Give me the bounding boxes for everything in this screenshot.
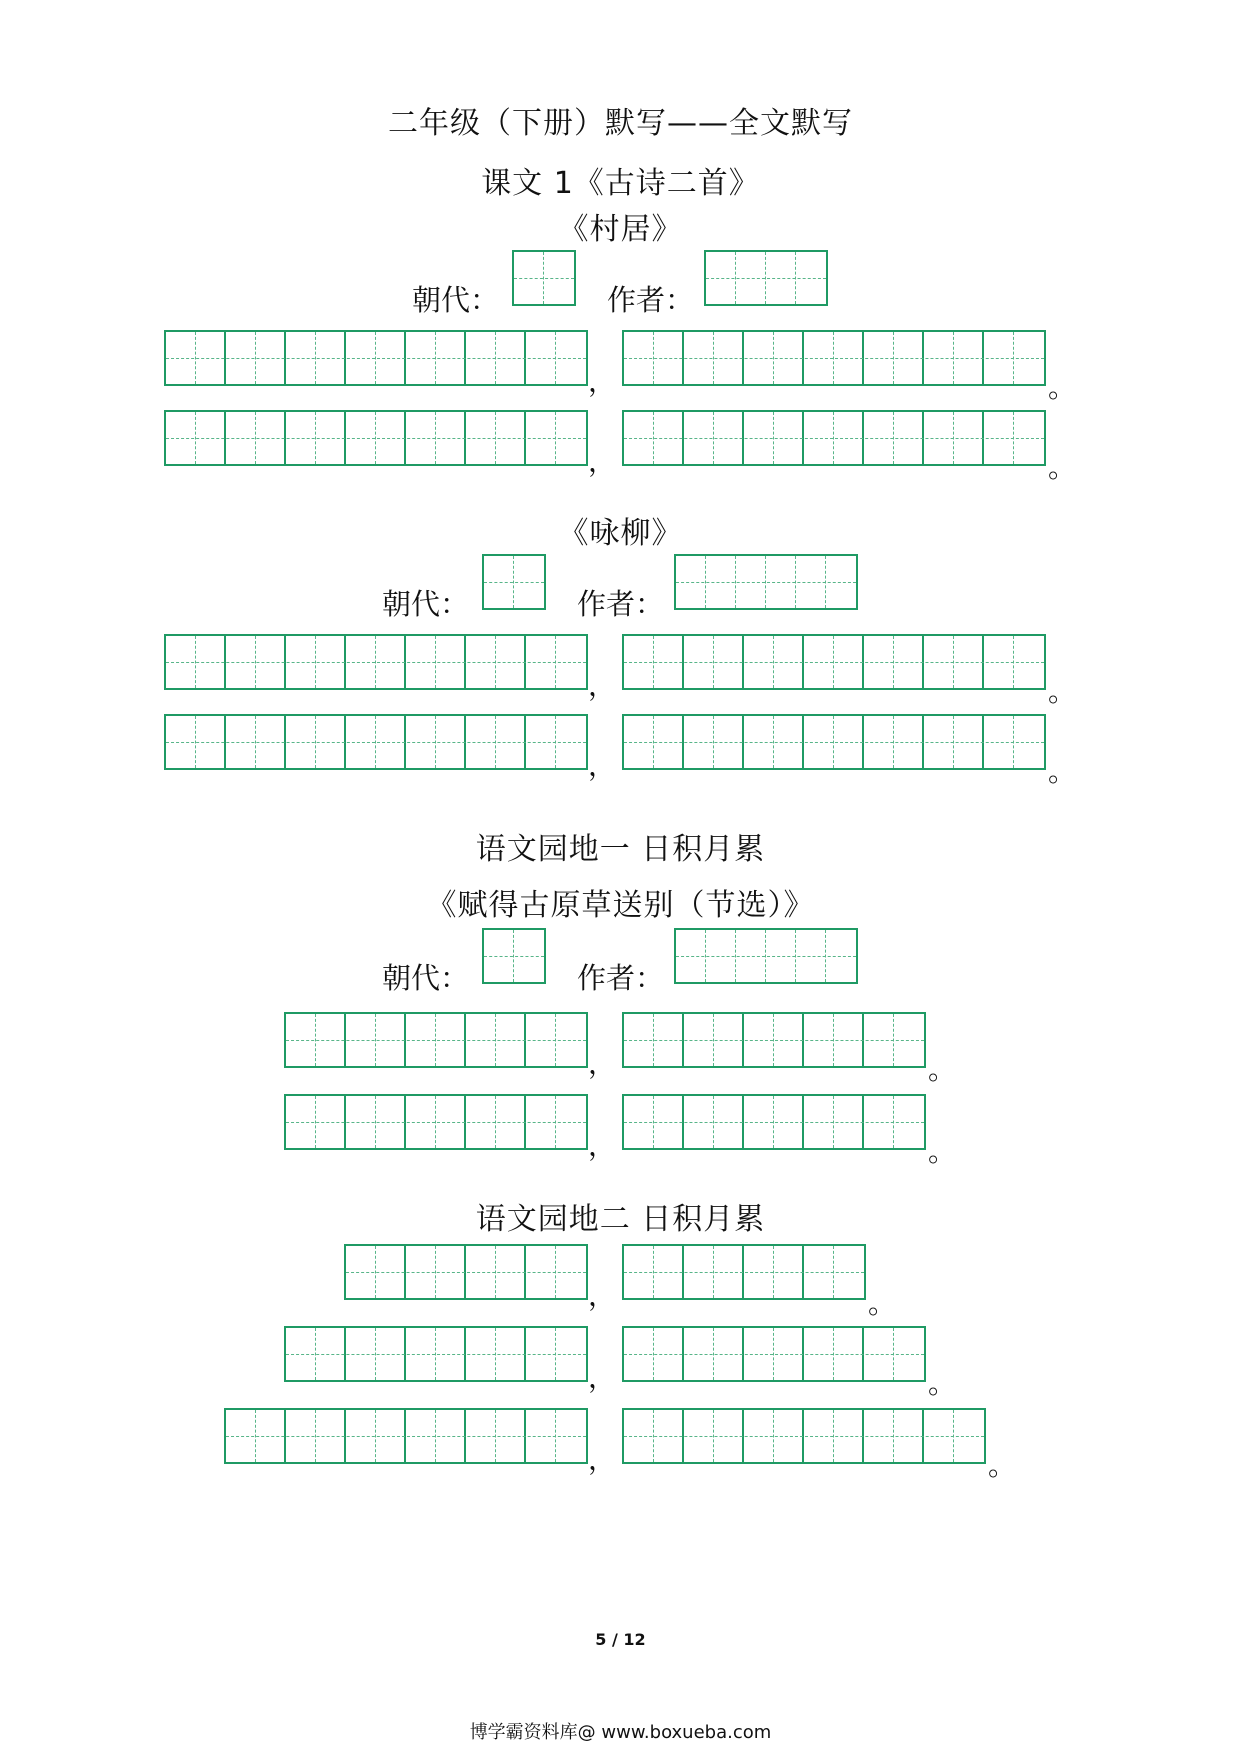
garden2-line2-a[interactable] [284, 1326, 588, 1382]
poem2-line2-a[interactable] [164, 714, 588, 770]
period: 。 [868, 1287, 897, 1320]
poem2-author-label: 作者： [577, 587, 665, 621]
page-title: 二年级（下册）默写——全文默写 [388, 106, 853, 141]
poem1-dynasty-grid[interactable] [512, 250, 576, 306]
poem1-title: 《村居》 [558, 212, 683, 247]
period: 。 [928, 1367, 957, 1400]
poem1-author-label: 作者： [607, 283, 695, 317]
garden1-poem-title: 《赋得古原草送别（节选）》 [426, 888, 815, 923]
garden1-author-grid[interactable] [674, 928, 858, 984]
poem1-line1-a[interactable] [164, 330, 588, 386]
poem2-line1-b[interactable] [622, 634, 1046, 690]
garden2-heading: 语文园地二 日积月累 [475, 1202, 766, 1237]
period: 。 [1048, 755, 1077, 788]
comma: ， [588, 1047, 617, 1080]
poem2-title: 《咏柳》 [558, 516, 683, 551]
garden1-line2-b[interactable] [622, 1094, 926, 1150]
comma: ， [588, 1279, 617, 1312]
period: 。 [1048, 451, 1077, 484]
comma: ， [588, 365, 617, 398]
garden1-line1-b[interactable] [622, 1012, 926, 1068]
comma: ， [588, 669, 617, 702]
lesson1-heading: 课文 1《古诗二首》 [481, 166, 760, 201]
garden1-line1-a[interactable] [284, 1012, 588, 1068]
poem1-dynasty-label: 朝代： [412, 283, 500, 317]
page-number: 5 / 12 [595, 1630, 646, 1649]
poem2-author-grid[interactable] [674, 554, 858, 610]
footer-site: 博学霸资料库@ www.boxueba.com [469, 1722, 772, 1743]
period: 。 [1048, 675, 1077, 708]
garden1-dynasty-grid[interactable] [482, 928, 546, 984]
poem2-line1-a[interactable] [164, 634, 588, 690]
period: 。 [988, 1449, 1017, 1482]
poem1-line1-b[interactable] [622, 330, 1046, 386]
poem2-line2-b[interactable] [622, 714, 1046, 770]
garden2-line3-b[interactable] [622, 1408, 986, 1464]
garden1-line2-a[interactable] [284, 1094, 588, 1150]
garden1-dynasty-label: 朝代： [382, 961, 470, 995]
garden2-line1-a[interactable] [344, 1244, 588, 1300]
period: 。 [1048, 371, 1077, 404]
poem2-dynasty-label: 朝代： [382, 587, 470, 621]
poem2-dynasty-grid[interactable] [482, 554, 546, 610]
garden2-line2-b[interactable] [622, 1326, 926, 1382]
garden2-line1-b[interactable] [622, 1244, 866, 1300]
poem1-author-grid[interactable] [704, 250, 828, 306]
poem1-line2-b[interactable] [622, 410, 1046, 466]
poem1-line2-a[interactable] [164, 410, 588, 466]
garden1-author-label: 作者： [577, 961, 665, 995]
comma: ， [588, 1361, 617, 1394]
period: 。 [928, 1053, 957, 1086]
comma: ， [588, 445, 617, 478]
comma: ， [588, 1129, 617, 1162]
garden2-line3-a[interactable] [224, 1408, 588, 1464]
garden1-heading: 语文园地一 日积月累 [475, 832, 766, 867]
comma: ， [588, 749, 617, 782]
period: 。 [928, 1135, 957, 1168]
comma: ， [588, 1443, 617, 1476]
